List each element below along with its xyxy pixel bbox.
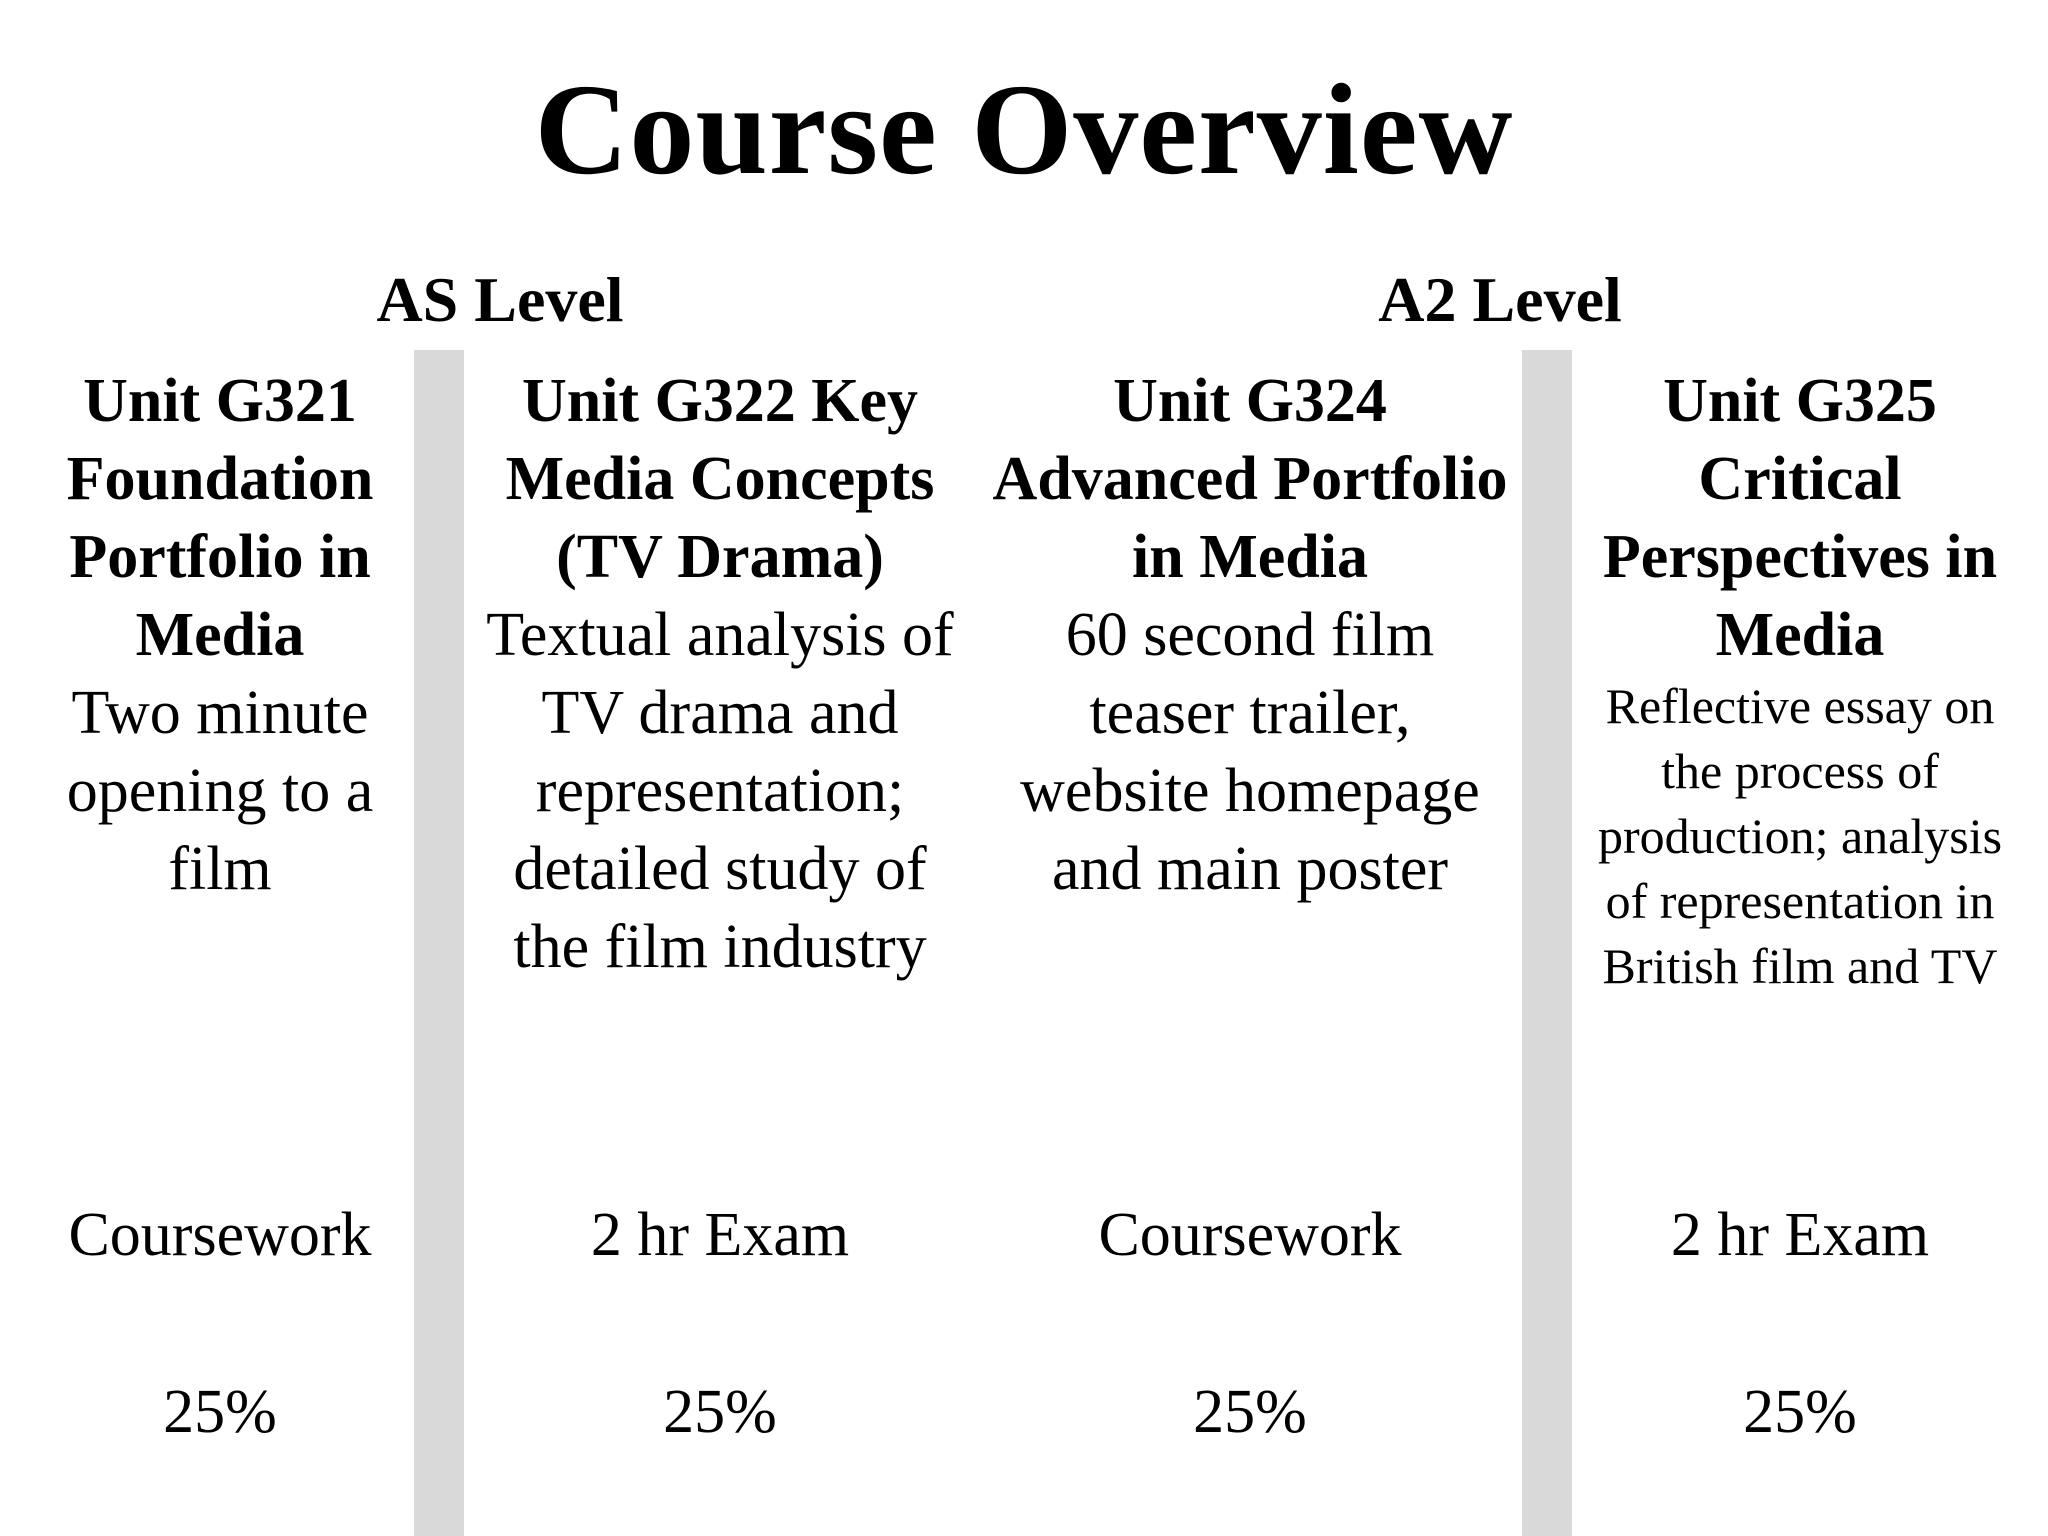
unit-column-g325 [1580, 362, 2020, 999]
as-level-heading: AS Level [376, 264, 624, 335]
unit-description: 60 second film teaser trailer, website homepage and main poster [1020, 601, 1480, 903]
unit-weight: 25% [1193, 1378, 1307, 1446]
unit-title: Unit G321 Foundation Portfolio in Media [66, 367, 374, 669]
unit-description: Textual analysis of TV drama and representation; detailed study of the film industry [486, 601, 954, 981]
unit-description: Two minute opening to a film [66, 679, 374, 903]
unit-column-g322 [470, 362, 970, 986]
unit-weight: 25% [663, 1378, 777, 1446]
unit-assessment: Coursework [68, 1201, 372, 1269]
unit-title: Unit G322 Key Media Concepts (TV Drama) [505, 367, 935, 591]
unit-description: Reflective essay on the process of production; analysis of representation in British film and TV [1597, 678, 2003, 994]
unit-assessment: 2 hr Exam [590, 1201, 850, 1269]
a2-level-heading: A2 Level [1378, 264, 1622, 335]
unit-column-g324 [990, 362, 1510, 908]
unit-title: Unit G325 Critical Perspectives in Media [1602, 367, 1998, 669]
unit-weight: 25% [1743, 1378, 1857, 1446]
unit-weight: 25% [163, 1378, 277, 1446]
unit-assessment: 2 hr Exam [1670, 1201, 1930, 1269]
unit-title: Unit G324 Advanced Portfolio in Media [992, 367, 1508, 591]
unit-column-g321 [30, 362, 410, 908]
column-divider [414, 350, 464, 1536]
page-title: Course Overview [534, 58, 1514, 202]
column-divider [1522, 350, 1572, 1536]
unit-assessment: Coursework [1098, 1201, 1402, 1269]
